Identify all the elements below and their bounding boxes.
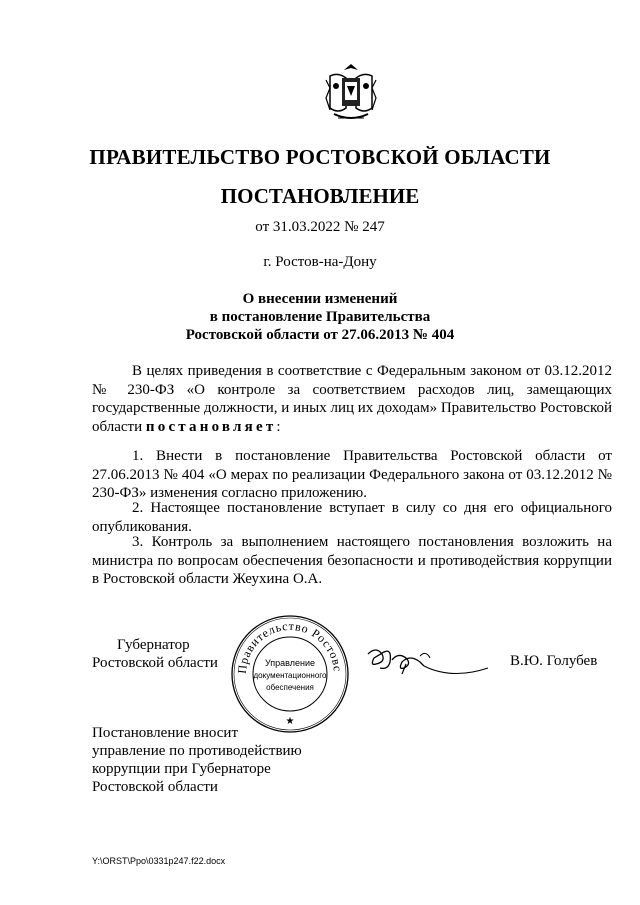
submitter-line: Ростовской области (92, 779, 218, 795)
star-icon: ★ (285, 716, 295, 727)
stamp-inner-line: Управление (264, 658, 316, 668)
list-item (92, 533, 612, 589)
submitter-line: управление по противодействию (92, 743, 302, 759)
official-stamp (228, 612, 352, 736)
stamp-inner-line: документационного (253, 671, 327, 680)
list-item (92, 447, 612, 503)
government-title: ПРАВИТЕЛЬСТВО РОСТОВСКОЙ ОБЛАСТИ (89, 145, 551, 169)
item-text: 2. Настоящее постановление вступает в силу со дня его официального опубликования. (92, 500, 612, 535)
coat-of-arms-icon (316, 58, 386, 128)
item-text: 3. Контроль за выполнением настоящего постановления возложить на министра по вопросам обеспечения безопасности и противодействия коррупции в Ростовской области Жеухина О.А. (92, 534, 612, 587)
document-date-number: от 31.03.2022 № 247 (255, 219, 385, 235)
stamp-outer-text: Правительство Ростовс (234, 618, 346, 675)
preamble-paragraph (92, 362, 612, 436)
subject-line: в постановление Правительства (209, 309, 431, 325)
stamp-inner-line: обеспечения (266, 683, 314, 692)
handwritten-signature (362, 640, 497, 685)
position-line: Губернатор (117, 637, 190, 653)
preamble-text: В целях приведения в соответствие с Федеральным законом от 03.12.2012 № 230-ФЗ «О контроле за соответствием расходов лиц, замещающих государственные должности, и иных лиц их доходам» Правительство Ростовской области (92, 363, 612, 435)
document-city: г. Ростов-на-Дону (263, 254, 377, 270)
resolves-word: постановляет (145, 418, 277, 435)
document-subject (0, 290, 640, 344)
preamble-colon: : (276, 418, 281, 435)
list-item (92, 499, 612, 536)
subject-line: Ростовской области от 27.06.2013 № 404 (185, 327, 455, 343)
signatory-position (92, 636, 218, 672)
submitter-line: коррупции при Губернаторе (92, 761, 271, 777)
item-text: 1. Внести в постановление Правительства Ростовской области от 27.06.2013 № 404 «О мерах по реализации Федерального закона от 03.12.2012 № 230-ФЗ» изменения согласно приложению. (92, 448, 612, 501)
position-line: Ростовской области (92, 655, 218, 671)
file-path: Y:\ORST\Ppo\0331p247.f22.docx (92, 856, 226, 866)
signatory-name: В.Ю. Голубев (510, 653, 598, 669)
submitter-block (92, 724, 302, 796)
submitter-line: Постановление вносит (92, 725, 239, 741)
subject-line: О внесении изменений (242, 291, 398, 307)
document-type: ПОСТАНОВЛЕНИЕ (220, 184, 420, 208)
